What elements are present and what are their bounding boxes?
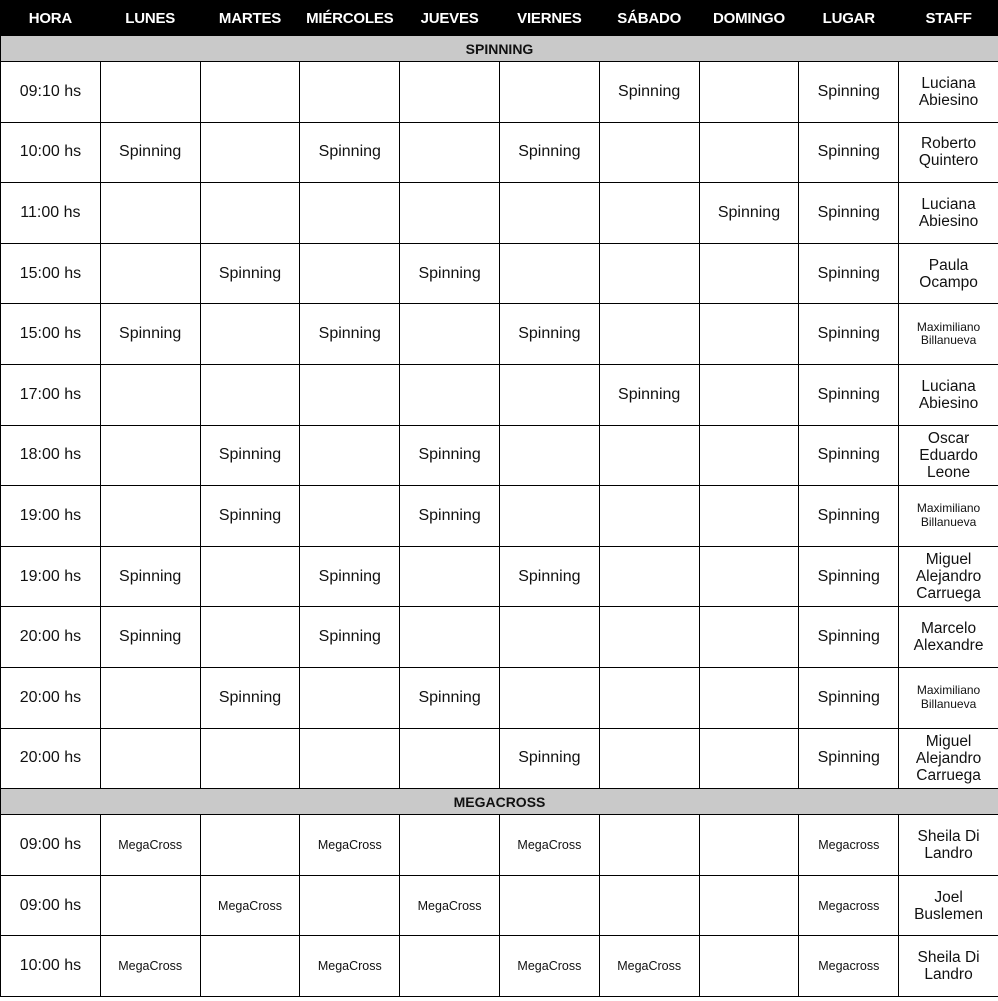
day-cell-miercoles (300, 364, 400, 425)
day-cell-domingo (699, 122, 799, 183)
day-cell-domingo (699, 304, 799, 365)
staff-cell (899, 815, 998, 876)
day-cell-viernes (499, 62, 599, 123)
day-cell-miercoles (300, 728, 400, 789)
table-row (1, 364, 998, 425)
table-row (1, 546, 998, 607)
hora-cell: 09:10 hs (1, 62, 101, 123)
lugar-cell: Megacross (799, 936, 899, 997)
section-title: MEGACROSS (1, 789, 998, 815)
table-row (1, 122, 998, 183)
table-row (1, 304, 998, 365)
day-cell-martes: Spinning (200, 243, 300, 304)
day-cell-jueves: MegaCross (400, 875, 500, 936)
day-cell-miercoles (300, 425, 400, 486)
hora-cell: 19:00 hs (1, 486, 101, 547)
day-cell-domingo (699, 364, 799, 425)
staff-cell (899, 183, 998, 244)
day-cell-martes (200, 936, 300, 997)
day-cell-viernes: Spinning (499, 728, 599, 789)
day-cell-domingo (699, 728, 799, 789)
day-cell-lunes (100, 425, 200, 486)
day-cell-lunes: MegaCross (100, 936, 200, 997)
day-cell-lunes (100, 62, 200, 123)
lugar-cell: Spinning (799, 546, 899, 607)
staff-cell (899, 546, 998, 607)
day-cell-martes (200, 815, 300, 876)
table-row (1, 607, 998, 668)
day-cell-viernes: MegaCross (499, 936, 599, 997)
lugar-cell: Spinning (799, 243, 899, 304)
header-lunes: LUNES (100, 1, 200, 36)
staff-name: Miguel Alejandro Carruega (915, 551, 982, 603)
section-row (1, 789, 998, 815)
day-cell-jueves (400, 364, 500, 425)
staff-name: Marcelo Alexandre (913, 620, 984, 655)
staff-cell (899, 243, 998, 304)
staff-cell (899, 667, 998, 728)
staff-name: Paula Ocampo (919, 256, 978, 291)
hora-cell: 15:00 hs (1, 304, 101, 365)
header-jueves: JUEVES (400, 1, 500, 36)
table-row (1, 183, 998, 244)
header-viernes: VIERNES (499, 1, 599, 36)
day-cell-sabado (599, 607, 699, 668)
day-cell-miercoles (300, 62, 400, 123)
day-cell-miercoles: MegaCross (300, 936, 400, 997)
table-row (1, 486, 998, 547)
lugar-cell: Spinning (799, 122, 899, 183)
hora-cell: 09:00 hs (1, 875, 101, 936)
staff-cell (899, 62, 998, 123)
day-cell-sabado (599, 183, 699, 244)
day-cell-jueves (400, 304, 500, 365)
day-cell-miercoles (300, 183, 400, 244)
lugar-cell: Spinning (799, 425, 899, 486)
day-cell-viernes (499, 364, 599, 425)
staff-cell (899, 122, 998, 183)
day-cell-viernes: Spinning (499, 122, 599, 183)
day-cell-martes (200, 364, 300, 425)
day-cell-viernes (499, 183, 599, 244)
day-cell-domingo: Spinning (699, 183, 799, 244)
day-cell-miercoles (300, 486, 400, 547)
staff-cell (899, 607, 998, 668)
day-cell-sabado (599, 425, 699, 486)
day-cell-domingo (699, 936, 799, 997)
header-lugar: LUGAR (799, 1, 899, 36)
hora-cell: 20:00 hs (1, 607, 101, 668)
day-cell-domingo (699, 62, 799, 123)
lugar-cell: Megacross (799, 815, 899, 876)
day-cell-jueves (400, 936, 500, 997)
hora-cell: 20:00 hs (1, 667, 101, 728)
day-cell-jueves (400, 62, 500, 123)
day-cell-martes (200, 62, 300, 123)
day-cell-viernes (499, 243, 599, 304)
day-cell-sabado (599, 667, 699, 728)
staff-name: Maximiliano Billanueva (916, 501, 981, 529)
day-cell-jueves: Spinning (400, 425, 500, 486)
hora-cell: 11:00 hs (1, 183, 101, 244)
day-cell-lunes (100, 243, 200, 304)
day-cell-lunes (100, 486, 200, 547)
day-cell-jueves: Spinning (400, 667, 500, 728)
lugar-cell: Spinning (799, 62, 899, 123)
day-cell-miercoles (300, 243, 400, 304)
staff-name: Miguel Alejandro Carruega (915, 732, 982, 784)
staff-cell (899, 728, 998, 789)
hora-cell: 18:00 hs (1, 425, 101, 486)
day-cell-jueves: Spinning (400, 486, 500, 547)
staff-name: Maximiliano Billanueva (916, 319, 981, 348)
lugar-cell: Megacross (799, 875, 899, 936)
day-cell-sabado (599, 546, 699, 607)
day-cell-lunes: Spinning (100, 607, 200, 668)
staff-name: Sheila Di Landro (917, 949, 980, 984)
day-cell-miercoles: Spinning (300, 607, 400, 668)
hora-cell: 20:00 hs (1, 728, 101, 789)
day-cell-martes (200, 546, 300, 607)
day-cell-lunes (100, 728, 200, 789)
staff-cell (899, 364, 998, 425)
day-cell-miercoles: Spinning (300, 304, 400, 365)
day-cell-jueves: Spinning (400, 243, 500, 304)
header-sabado: SÁBADO (599, 1, 699, 36)
day-cell-miercoles (300, 667, 400, 728)
day-cell-domingo (699, 815, 799, 876)
table-row (1, 667, 998, 728)
day-cell-sabado (599, 875, 699, 936)
day-cell-martes: Spinning (200, 425, 300, 486)
staff-name: Joel Buslemen (914, 888, 984, 923)
hora-cell: 19:00 hs (1, 546, 101, 607)
day-cell-martes: Spinning (200, 486, 300, 547)
day-cell-sabado (599, 304, 699, 365)
day-cell-jueves (400, 815, 500, 876)
header-martes: MARTES (200, 1, 300, 36)
day-cell-lunes (100, 183, 200, 244)
day-cell-domingo (699, 243, 799, 304)
table-row (1, 815, 998, 876)
table-row (1, 425, 998, 486)
day-cell-martes (200, 183, 300, 244)
staff-cell (899, 875, 998, 936)
staff-name: Luciana Abiesino (918, 74, 979, 109)
day-cell-sabado (599, 815, 699, 876)
table-row (1, 875, 998, 936)
day-cell-martes (200, 304, 300, 365)
header-hora: HORA (1, 1, 101, 36)
header-staff: STAFF (899, 1, 998, 36)
day-cell-domingo (699, 607, 799, 668)
header-row (1, 1, 998, 36)
day-cell-viernes (499, 486, 599, 547)
header-domingo: DOMINGO (699, 1, 799, 36)
lugar-cell: Spinning (799, 607, 899, 668)
day-cell-jueves (400, 728, 500, 789)
day-cell-lunes (100, 875, 200, 936)
table-row (1, 62, 998, 123)
day-cell-viernes (499, 667, 599, 728)
table-row (1, 243, 998, 304)
day-cell-domingo (699, 875, 799, 936)
lugar-cell: Spinning (799, 667, 899, 728)
day-cell-miercoles (300, 875, 400, 936)
day-cell-sabado (599, 243, 699, 304)
day-cell-martes: MegaCross (200, 875, 300, 936)
hora-cell: 10:00 hs (1, 936, 101, 997)
staff-name: Roberto Quintero (918, 135, 979, 170)
staff-name: Luciana Abiesino (918, 195, 979, 230)
lugar-cell: Spinning (799, 304, 899, 365)
staff-name: Oscar Eduardo Leone (919, 429, 978, 481)
day-cell-miercoles: MegaCross (300, 815, 400, 876)
hora-cell: 17:00 hs (1, 364, 101, 425)
day-cell-domingo (699, 486, 799, 547)
day-cell-viernes (499, 607, 599, 668)
day-cell-jueves (400, 546, 500, 607)
day-cell-lunes (100, 364, 200, 425)
day-cell-jueves (400, 607, 500, 668)
day-cell-martes: Spinning (200, 667, 300, 728)
hora-cell: 10:00 hs (1, 122, 101, 183)
day-cell-sabado: Spinning (599, 364, 699, 425)
day-cell-sabado: MegaCross (599, 936, 699, 997)
day-cell-sabado: Spinning (599, 62, 699, 123)
day-cell-jueves (400, 122, 500, 183)
day-cell-lunes: Spinning (100, 304, 200, 365)
day-cell-viernes: Spinning (499, 304, 599, 365)
table-row (1, 936, 998, 997)
section-row (1, 36, 998, 62)
day-cell-martes (200, 122, 300, 183)
section-title: SPINNING (1, 36, 998, 62)
schedule-body (1, 36, 998, 997)
lugar-cell: Spinning (799, 728, 899, 789)
day-cell-martes (200, 607, 300, 668)
day-cell-lunes: Spinning (100, 122, 200, 183)
day-cell-jueves (400, 183, 500, 244)
day-cell-viernes (499, 425, 599, 486)
staff-cell (899, 936, 998, 997)
day-cell-domingo (699, 546, 799, 607)
day-cell-sabado (599, 728, 699, 789)
lugar-cell: Spinning (799, 364, 899, 425)
staff-cell (899, 486, 998, 547)
table-row (1, 728, 998, 789)
day-cell-sabado (599, 122, 699, 183)
hora-cell: 09:00 hs (1, 815, 101, 876)
day-cell-lunes: Spinning (100, 546, 200, 607)
day-cell-viernes: Spinning (499, 546, 599, 607)
day-cell-martes (200, 728, 300, 789)
day-cell-miercoles: Spinning (300, 546, 400, 607)
day-cell-domingo (699, 667, 799, 728)
staff-cell (899, 425, 998, 486)
day-cell-viernes (499, 875, 599, 936)
day-cell-sabado (599, 486, 699, 547)
day-cell-miercoles: Spinning (300, 122, 400, 183)
day-cell-domingo (699, 425, 799, 486)
staff-name: Luciana Abiesino (918, 377, 979, 412)
staff-name: Sheila Di Landro (917, 827, 980, 862)
day-cell-lunes: MegaCross (100, 815, 200, 876)
day-cell-lunes (100, 667, 200, 728)
header-miercoles: MIÉRCOLES (300, 1, 400, 36)
staff-name: Maximiliano Billanueva (916, 683, 981, 711)
lugar-cell: Spinning (799, 183, 899, 244)
hora-cell: 15:00 hs (1, 243, 101, 304)
staff-cell (899, 304, 998, 365)
day-cell-viernes: MegaCross (499, 815, 599, 876)
lugar-cell: Spinning (799, 486, 899, 547)
